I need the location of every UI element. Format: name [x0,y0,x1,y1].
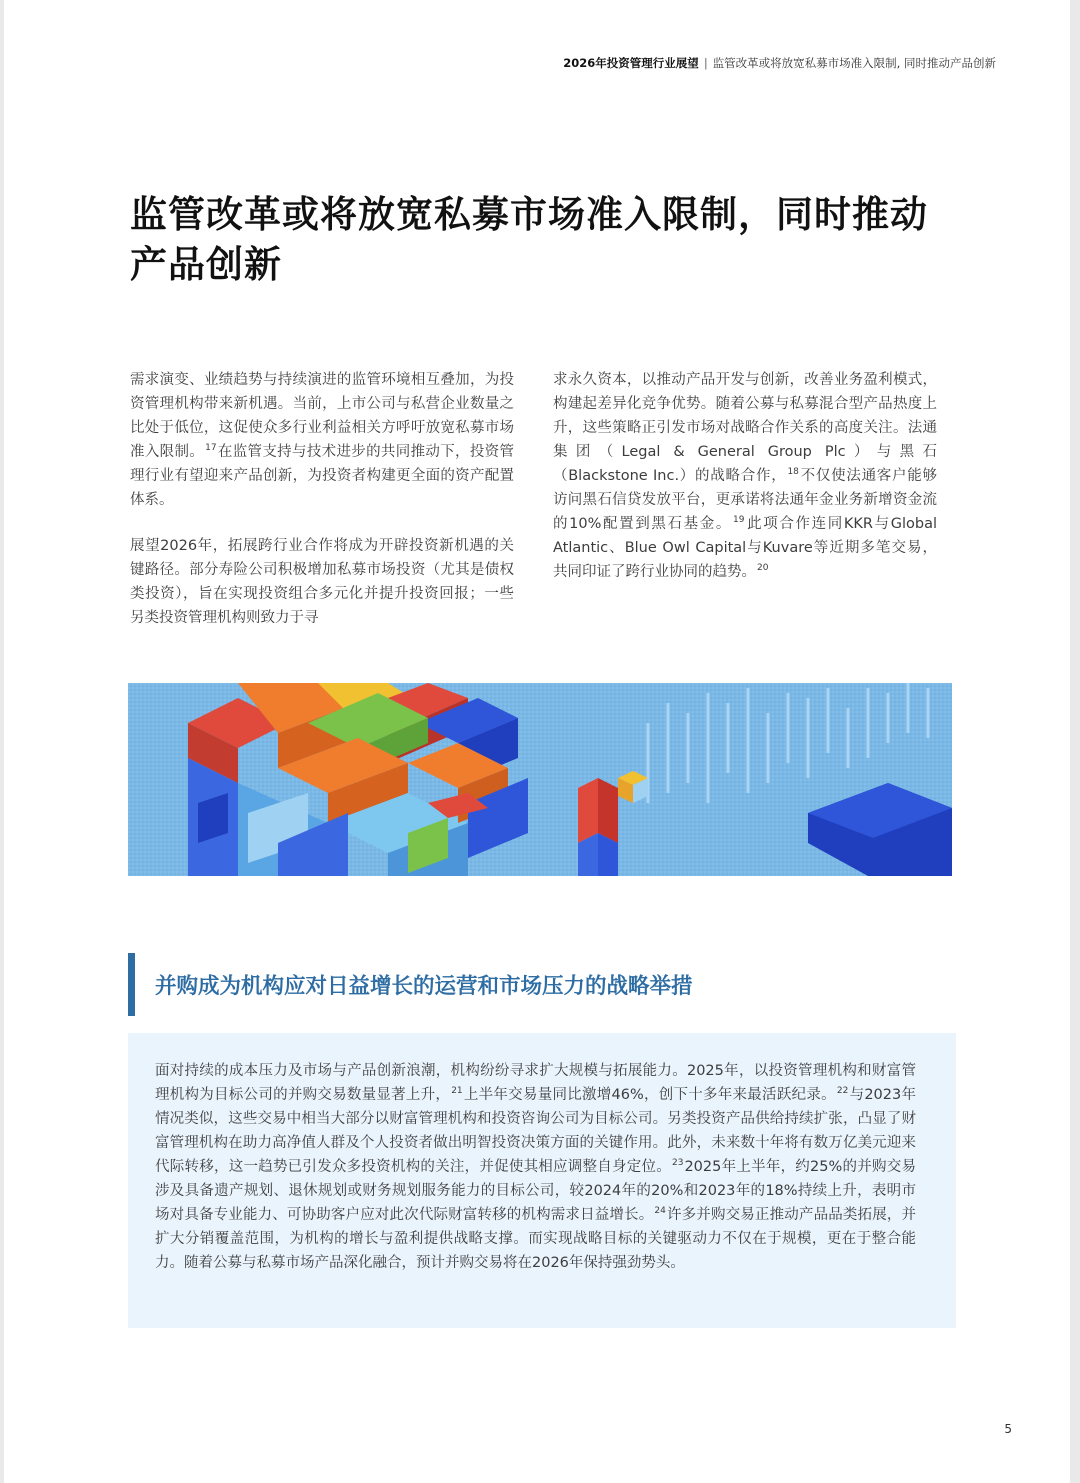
report-title: 2026年投资管理行业展望 [563,56,699,70]
header-section-title: 监管改革或将放宽私募市场准入限制, 同时推动产品创新 [712,56,996,70]
header-separator: | [703,56,708,70]
footnote-ref-20[interactable]: 20 [757,563,769,574]
footnote-ref-22[interactable]: 22 [836,1086,849,1097]
hero-illustration [128,683,952,876]
callout-text-c: 与2023年情况类似，这些交易中相当大部分以财富管理机构和投资咨询公司为目标公司。另类投资产品供给持续扩张，凸显了财富管理机构在助力高净值人群及个人投资者做出明智投资决策方面的关键作用。此外，未来数十年将有数万亿美元迎来代际转移，这一趋势已引发众多投资机构的关注，并促使其相应调整自身定位。 [155,1087,916,1175]
isometric-blocks-illustration [128,683,952,876]
paragraph-3 [553,368,937,584]
paragraph-3-text-b: 不仅使法通客户能够访问黑石信贷发放平台，更承诺将法通年金业务新增资金流的10%配置到黑石基金。 [553,468,938,532]
paragraph-1 [130,368,514,512]
document-page [4,0,1070,1483]
paragraph-2: 展望2026年，拓展跨行业合作将成为开辟投资新机遇的关键路径。部分寿险公司积极增加私募市场投资（尤其是债权类投资），旨在实现投资组合多元化并提升投资回报；一些另类投资管理机构则致力于寻 [130,538,514,626]
right-column [553,368,937,606]
paragraph-3-text-a: 求永久资本，以推动产品开发与创新，改善业务盈利模式，构建起差异化竞争优势。随着公募与私募混合型产品热度上升，这些策略正引发市场对战略合作关系的高度关注。法通集团（Legal & General Group Plc）与黑石（Blackstone Inc.）的战略合作， [553,372,937,484]
callout-box [128,1033,956,1328]
page-number: 5 [1004,1422,1012,1436]
footnote-ref-23[interactable]: 23 [672,1158,684,1169]
paragraph-3-text-c: 此项合作连同KKR与Global Atlantic、Blue Owl Capital与Kuvare等近期多笔交易，共同印证了跨行业协同的趋势。 [553,516,937,580]
footnote-ref-17[interactable]: 17 [205,443,217,454]
page-title: 监管改革或将放宽私募市场准入限制，同时推动产品创新 [130,193,928,286]
section-heading: 并购成为机构应对日益增长的运营和市场压力的战略举措 [128,953,955,1016]
footnote-ref-19[interactable]: 19 [733,515,745,526]
footnote-ref-21[interactable]: 21 [451,1086,463,1097]
callout-text-a: 面对持续的成本压力及市场与产品创新浪潮，机构纷纷寻求扩大规模与拓展能力。2025年，以投资管理机构和财富管理机构为目标公司的并购交易数量显著上升， [155,1063,916,1103]
callout-text-e: 许多并购交易正推动产品品类拓展，并扩大分销覆盖范围，为机构的增长与盈利提供战略支撑。而实现战略目标的关键驱动力不仅在于规模，更在于整合能力。随着公募与私募市场产品深化融合，预计并购交易将在2026年保持强劲势头。 [155,1207,917,1271]
paragraph-1-text-b: 在监管支持与技术进步的共同推动下，投资管理行业有望迎来产品创新，为投资者构建更全面的资产配置体系。 [130,444,514,508]
running-header [563,55,996,71]
callout-text-b: 上半年交易量同比激增46%，创下十多年来最活跃纪录。 [463,1087,836,1103]
left-column [130,368,514,652]
callout-paragraph [155,1059,916,1275]
paragraph-1-text-a: 需求演变、业绩趋势与持续演进的监管环境相互叠加，为投资管理机构带来新机遇。当前，上市公司与私营企业数量之比处于低位，这促使众多行业利益相关方呼吁放宽私募市场准入限制。 [130,372,514,460]
callout-text-d: 2025年上半年，约25%的并购交易涉及具备遗产规划、退休规划或财务规划服务能力的目标公司，较2024年的20%和2023年的18%持续上升，表明市场对具备专业能力、可协助客户应对此次代际财富转移的机构需求日益增长。 [155,1159,916,1223]
footnote-ref-24[interactable]: 24 [654,1206,666,1217]
footnote-ref-18[interactable]: 18 [787,467,799,478]
